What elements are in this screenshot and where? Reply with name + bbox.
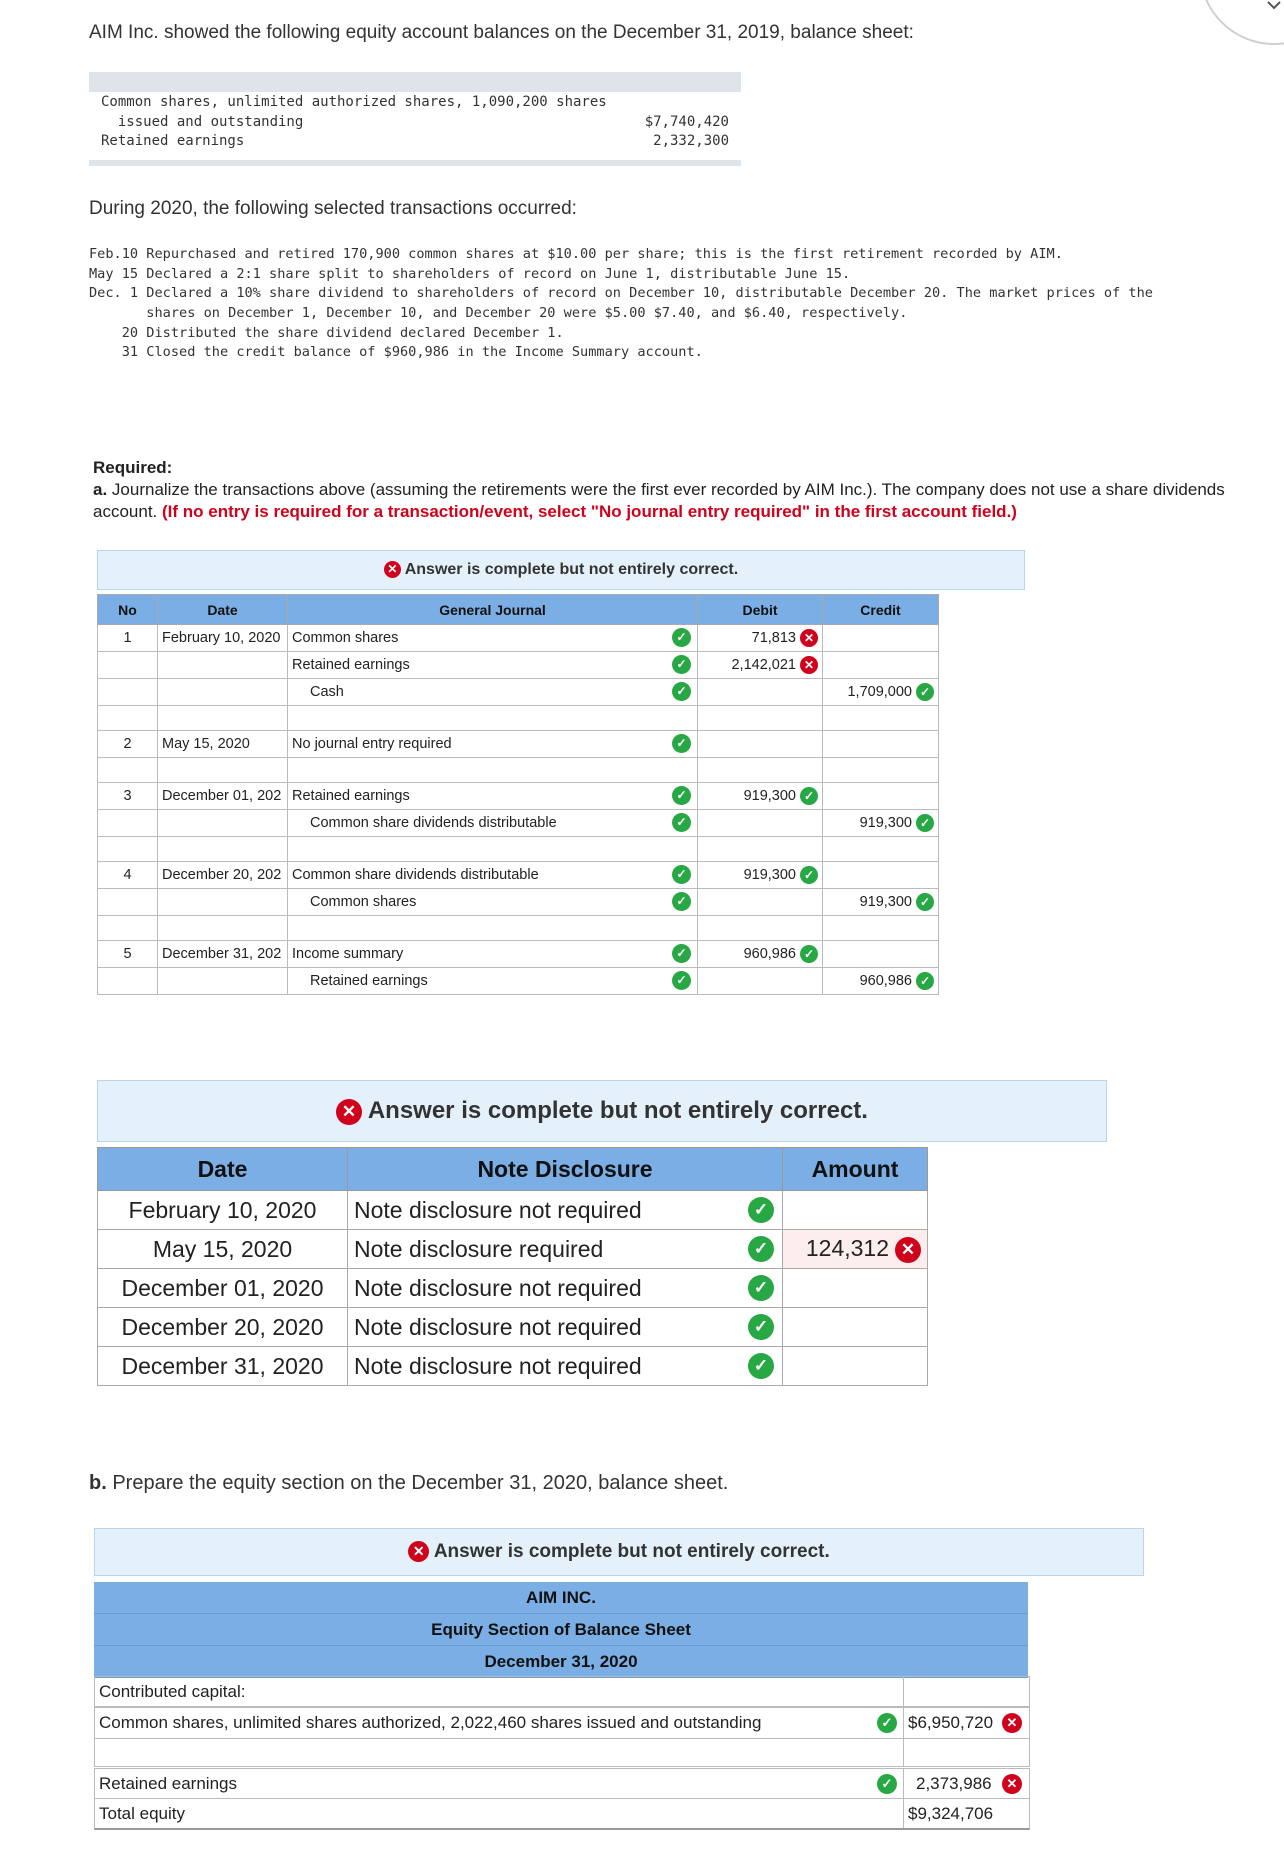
account-name: Common shares: [292, 630, 399, 646]
col-header-debit: Debit: [698, 595, 823, 625]
note-disclosure-select[interactable]: [348, 1191, 783, 1230]
result-banner-notes: [97, 1080, 1107, 1142]
account-name: Cash: [310, 684, 344, 700]
note-disclosure-select[interactable]: [348, 1230, 783, 1269]
common-shares-value: $6,950,720: [908, 1713, 994, 1732]
debit-input[interactable]: [698, 968, 823, 995]
contributed-capital-label: Contributed capital:: [99, 1682, 246, 1701]
credit-input[interactable]: [823, 625, 939, 652]
credit-input[interactable]: [823, 731, 939, 758]
banner-text: Answer is complete but not entirely correct.: [433, 1541, 830, 1562]
spacer-row: [98, 916, 939, 941]
debit-input[interactable]: [698, 652, 823, 679]
entry-date-select[interactable]: [158, 889, 288, 916]
journal-row: [98, 783, 939, 810]
account-name: Common shares: [310, 894, 417, 910]
error-icon: ✕: [1002, 1774, 1022, 1794]
entry-number: [98, 889, 158, 916]
account-select[interactable]: [288, 941, 698, 968]
error-icon: ✕: [1002, 1713, 1022, 1733]
part-b-label: b.: [89, 1472, 107, 1494]
check-icon: ✓: [748, 1236, 774, 1262]
equity-section: [94, 1582, 1028, 1823]
credit-input[interactable]: [823, 862, 939, 889]
account-select[interactable]: [288, 731, 698, 758]
account-select[interactable]: [288, 862, 698, 889]
credit-input[interactable]: [823, 889, 939, 916]
account-select[interactable]: [288, 810, 698, 837]
required-a: [93, 479, 1233, 523]
contributed-capital-row: [94, 1676, 1030, 1707]
note-row: [98, 1269, 928, 1308]
note-row: [98, 1347, 928, 1386]
col-header-general-journal: General Journal: [288, 595, 698, 625]
intro-text: AIM Inc. showed the following equity account balances on the December 31, 2019, balance sheet:: [89, 22, 914, 43]
credit-input[interactable]: [823, 941, 939, 968]
journal-row: [98, 731, 939, 758]
note-row: [98, 1191, 928, 1230]
check-icon: ✓: [748, 1275, 774, 1301]
check-icon: ✓: [916, 893, 934, 911]
part-a-note: (If no entry is required for a transaction/event, select "No journal entry required" in the first account field.): [162, 502, 1017, 521]
note-disclosure-text: Note disclosure required: [354, 1235, 604, 1262]
amount-input[interactable]: [783, 1230, 928, 1269]
credit-value: 919,300: [859, 814, 912, 831]
check-icon: ✓: [800, 866, 818, 884]
balance-box: [89, 72, 741, 166]
check-icon: ✓: [672, 892, 691, 911]
amount-value: 124,312: [805, 1235, 889, 1262]
transaction-line: Feb.10 Repurchased and retired 170,900 common shares at $10.00 per share; this is the first retirement recorded by AIM.: [89, 246, 1063, 262]
equity-company-name: AIM INC.: [94, 1582, 1028, 1614]
note-disclosure-select[interactable]: [348, 1308, 783, 1347]
note-date-select[interactable]: February 10, 2020: [98, 1191, 348, 1230]
check-icon: ✓: [916, 814, 934, 832]
note-disclosure-text: Note disclosure not required: [354, 1352, 642, 1379]
entry-number: 4: [98, 862, 158, 889]
error-icon: ✕: [336, 1099, 362, 1125]
amount-input[interactable]: [783, 1308, 928, 1347]
check-icon: ✓: [672, 682, 691, 701]
entry-number: 2: [98, 731, 158, 758]
journal-row: [98, 679, 939, 706]
note-disclosure-text: Note disclosure not required: [354, 1196, 642, 1223]
transaction-line: May 15 Declared a 2:1 share split to shareholders of record on June 1, distributable June 15.: [89, 266, 851, 282]
check-icon: ✓: [877, 1713, 897, 1733]
check-icon: ✓: [672, 944, 691, 963]
part-a-text: Journalize the transactions above (assuming the retirements were the first ever recorded by AIM Inc.). The company does not use a share dividends account.: [93, 480, 1225, 521]
debit-input[interactable]: [698, 889, 823, 916]
note-date-select[interactable]: December 20, 2020: [98, 1308, 348, 1347]
credit-input[interactable]: [823, 679, 939, 706]
total-equity-label: Total equity: [99, 1804, 185, 1823]
total-equity-row: [94, 1798, 1030, 1830]
check-icon: ✓: [916, 972, 934, 990]
credit-input[interactable]: [823, 968, 939, 995]
banner-text: Answer is complete but not entirely correct.: [367, 1097, 868, 1124]
banner-text: Answer is complete but not entirely correct.: [404, 561, 739, 578]
result-banner-journal: [97, 550, 1025, 590]
transactions-heading: During 2020, the following selected transactions occurred:: [89, 198, 577, 219]
balance-value-common: $7,740,420: [644, 114, 729, 130]
account-name: No journal entry required: [292, 736, 452, 752]
entry-date-select[interactable]: May 15, 2020: [158, 731, 288, 758]
credit-input[interactable]: [823, 783, 939, 810]
entry-number: 1: [98, 625, 158, 652]
journal-table: [97, 594, 939, 995]
debit-input[interactable]: [698, 783, 823, 810]
note-date-select[interactable]: December 31, 2020: [98, 1347, 348, 1386]
check-icon: ✓: [748, 1314, 774, 1340]
entry-date-select[interactable]: December 20, 202: [158, 862, 288, 889]
error-icon: ✕: [895, 1237, 921, 1263]
retained-earnings-value: 2,373,986: [916, 1774, 992, 1793]
check-icon: ✓: [672, 971, 691, 990]
note-date-select[interactable]: May 15, 2020: [98, 1230, 348, 1269]
debit-input[interactable]: [698, 941, 823, 968]
note-disclosure-select[interactable]: [348, 1347, 783, 1386]
retained-earnings-label: Retained earnings: [99, 1774, 237, 1793]
credit-value: 960,986: [859, 972, 912, 989]
transaction-line: 20 Distributed the share dividend declared December 1.: [89, 325, 564, 341]
debit-value: 960,986: [743, 945, 796, 962]
check-icon: ✓: [748, 1353, 774, 1379]
credit-input[interactable]: [823, 652, 939, 679]
check-icon: ✓: [877, 1774, 897, 1794]
check-icon: ✓: [672, 786, 691, 805]
note-row: [98, 1308, 928, 1347]
col-header-no: No: [98, 595, 158, 625]
entry-date-select[interactable]: [158, 652, 288, 679]
journal-row: [98, 652, 939, 679]
debit-value: 919,300: [743, 866, 796, 883]
account-select[interactable]: [288, 889, 698, 916]
required-heading: Required:: [93, 458, 173, 477]
amount-input[interactable]: [783, 1269, 928, 1308]
check-icon: ✓: [800, 787, 818, 805]
amount-input[interactable]: [783, 1347, 928, 1386]
error-icon: ✕: [408, 1541, 429, 1562]
account-name: Common share dividends distributable: [292, 867, 539, 883]
account-name: Retained earnings: [310, 973, 428, 989]
common-shares-row: [94, 1707, 1030, 1739]
part-b-text: Prepare the equity section on the December 31, 2020, balance sheet.: [112, 1472, 729, 1494]
account-select[interactable]: [288, 783, 698, 810]
spacer-row: [98, 837, 939, 862]
entry-date-select[interactable]: [158, 810, 288, 837]
debit-input[interactable]: [698, 862, 823, 889]
amount-input[interactable]: [783, 1191, 928, 1230]
total-equity-value: $9,324,706: [908, 1804, 994, 1823]
debit-input[interactable]: [698, 810, 823, 837]
entry-date-select[interactable]: [158, 679, 288, 706]
check-icon: ✓: [672, 865, 691, 884]
entry-number: 3: [98, 783, 158, 810]
entry-date-select[interactable]: February 10, 2020: [158, 625, 288, 652]
account-select[interactable]: [288, 625, 698, 652]
note-disclosure-table: [97, 1147, 928, 1386]
credit-value: 1,709,000: [847, 683, 912, 700]
error-icon: ✕: [384, 561, 401, 578]
account-select[interactable]: [288, 652, 698, 679]
col-header-date: Date: [98, 1148, 348, 1191]
note-disclosure-text: Note disclosure not required: [354, 1274, 642, 1301]
note-disclosure-select[interactable]: [348, 1269, 783, 1308]
entry-date-select[interactable]: December 31, 202: [158, 941, 288, 968]
account-select[interactable]: [288, 679, 698, 706]
entry-number: 5: [98, 941, 158, 968]
transaction-line: Dec. 1 Declared a 10% share dividend to shareholders of record on December 10, distributable December 20. The market prices of the: [89, 285, 1153, 301]
transaction-line: 31 Closed the credit balance of $960,986 in the Income Summary account.: [89, 344, 703, 360]
part-a-label: a.: [93, 480, 108, 499]
equity-title: Equity Section of Balance Sheet: [94, 1614, 1028, 1646]
debit-value: 2,142,021: [731, 656, 796, 673]
account-name: Retained earnings: [292, 788, 410, 804]
credit-value: 919,300: [859, 893, 912, 910]
entry-date-select[interactable]: December 01, 202: [158, 783, 288, 810]
debit-input[interactable]: [698, 625, 823, 652]
part-b-prompt: [89, 1472, 728, 1495]
account-name: Common share dividends distributable: [310, 815, 557, 831]
journal-row: [98, 968, 939, 995]
entry-number: [98, 652, 158, 679]
col-header-date: Date: [158, 595, 288, 625]
note-disclosure-text: Note disclosure not required: [354, 1313, 642, 1340]
retained-earnings-input[interactable]: [903, 1769, 1028, 1798]
required-section: [93, 457, 1233, 523]
result-banner-equity: [94, 1528, 1144, 1576]
debit-value: 71,813: [751, 629, 796, 646]
col-header-credit: Credit: [823, 595, 939, 625]
check-icon: ✓: [800, 945, 818, 963]
check-icon: ✓: [672, 734, 691, 753]
retained-earnings-row: [94, 1768, 1030, 1799]
balance-line-retained: Retained earnings: [101, 133, 245, 149]
note-row: [98, 1230, 928, 1269]
journal-row: [98, 810, 939, 837]
journal-row: [98, 941, 939, 968]
journal-row: [98, 625, 939, 652]
spacer-row: [98, 758, 939, 783]
equity-date: December 31, 2020: [94, 1646, 1028, 1678]
balance-line-issued: issued and outstanding: [101, 114, 304, 130]
common-shares-input[interactable]: [903, 1708, 1028, 1738]
transaction-line: shares on December 1, December 10, and December 20 were $5.00 $7.40, and $6.40, respectively.: [89, 305, 908, 321]
error-icon: ✕: [800, 629, 818, 647]
spacer-row: [98, 706, 939, 731]
col-header-amount: Amount: [783, 1148, 928, 1191]
credit-input[interactable]: [823, 810, 939, 837]
entry-number: [98, 968, 158, 995]
corner-circle-button[interactable]: [1190, 0, 1284, 48]
col-header-note-disclosure: Note Disclosure: [348, 1148, 783, 1191]
check-icon: ✓: [672, 813, 691, 832]
error-icon: ✕: [800, 656, 818, 674]
journal-row: [98, 889, 939, 916]
check-icon: ✓: [748, 1197, 774, 1223]
check-icon: ✓: [672, 655, 691, 674]
entry-number: [98, 679, 158, 706]
check-icon: ✓: [916, 683, 934, 701]
total-equity-input[interactable]: [903, 1799, 1028, 1828]
account-name: Retained earnings: [292, 657, 410, 673]
common-shares-label: Common shares, unlimited shares authorized, 2,022,460 shares issued and outstanding: [99, 1713, 762, 1732]
blank-row: [94, 1738, 1030, 1767]
account-name: Income summary: [292, 946, 404, 962]
debit-input[interactable]: [698, 731, 823, 758]
account-select[interactable]: [288, 968, 698, 995]
note-date-select[interactable]: December 01, 2020: [98, 1269, 348, 1308]
check-icon: ✓: [672, 628, 691, 647]
entry-number: [98, 810, 158, 837]
balance-value-retained: 2,332,300: [653, 133, 729, 149]
journal-row: [98, 862, 939, 889]
debit-input[interactable]: [698, 679, 823, 706]
debit-value: 919,300: [743, 787, 796, 804]
balance-line-common: Common shares, unlimited authorized shares, 1,090,200 shares: [101, 94, 607, 110]
entry-date-select[interactable]: [158, 968, 288, 995]
